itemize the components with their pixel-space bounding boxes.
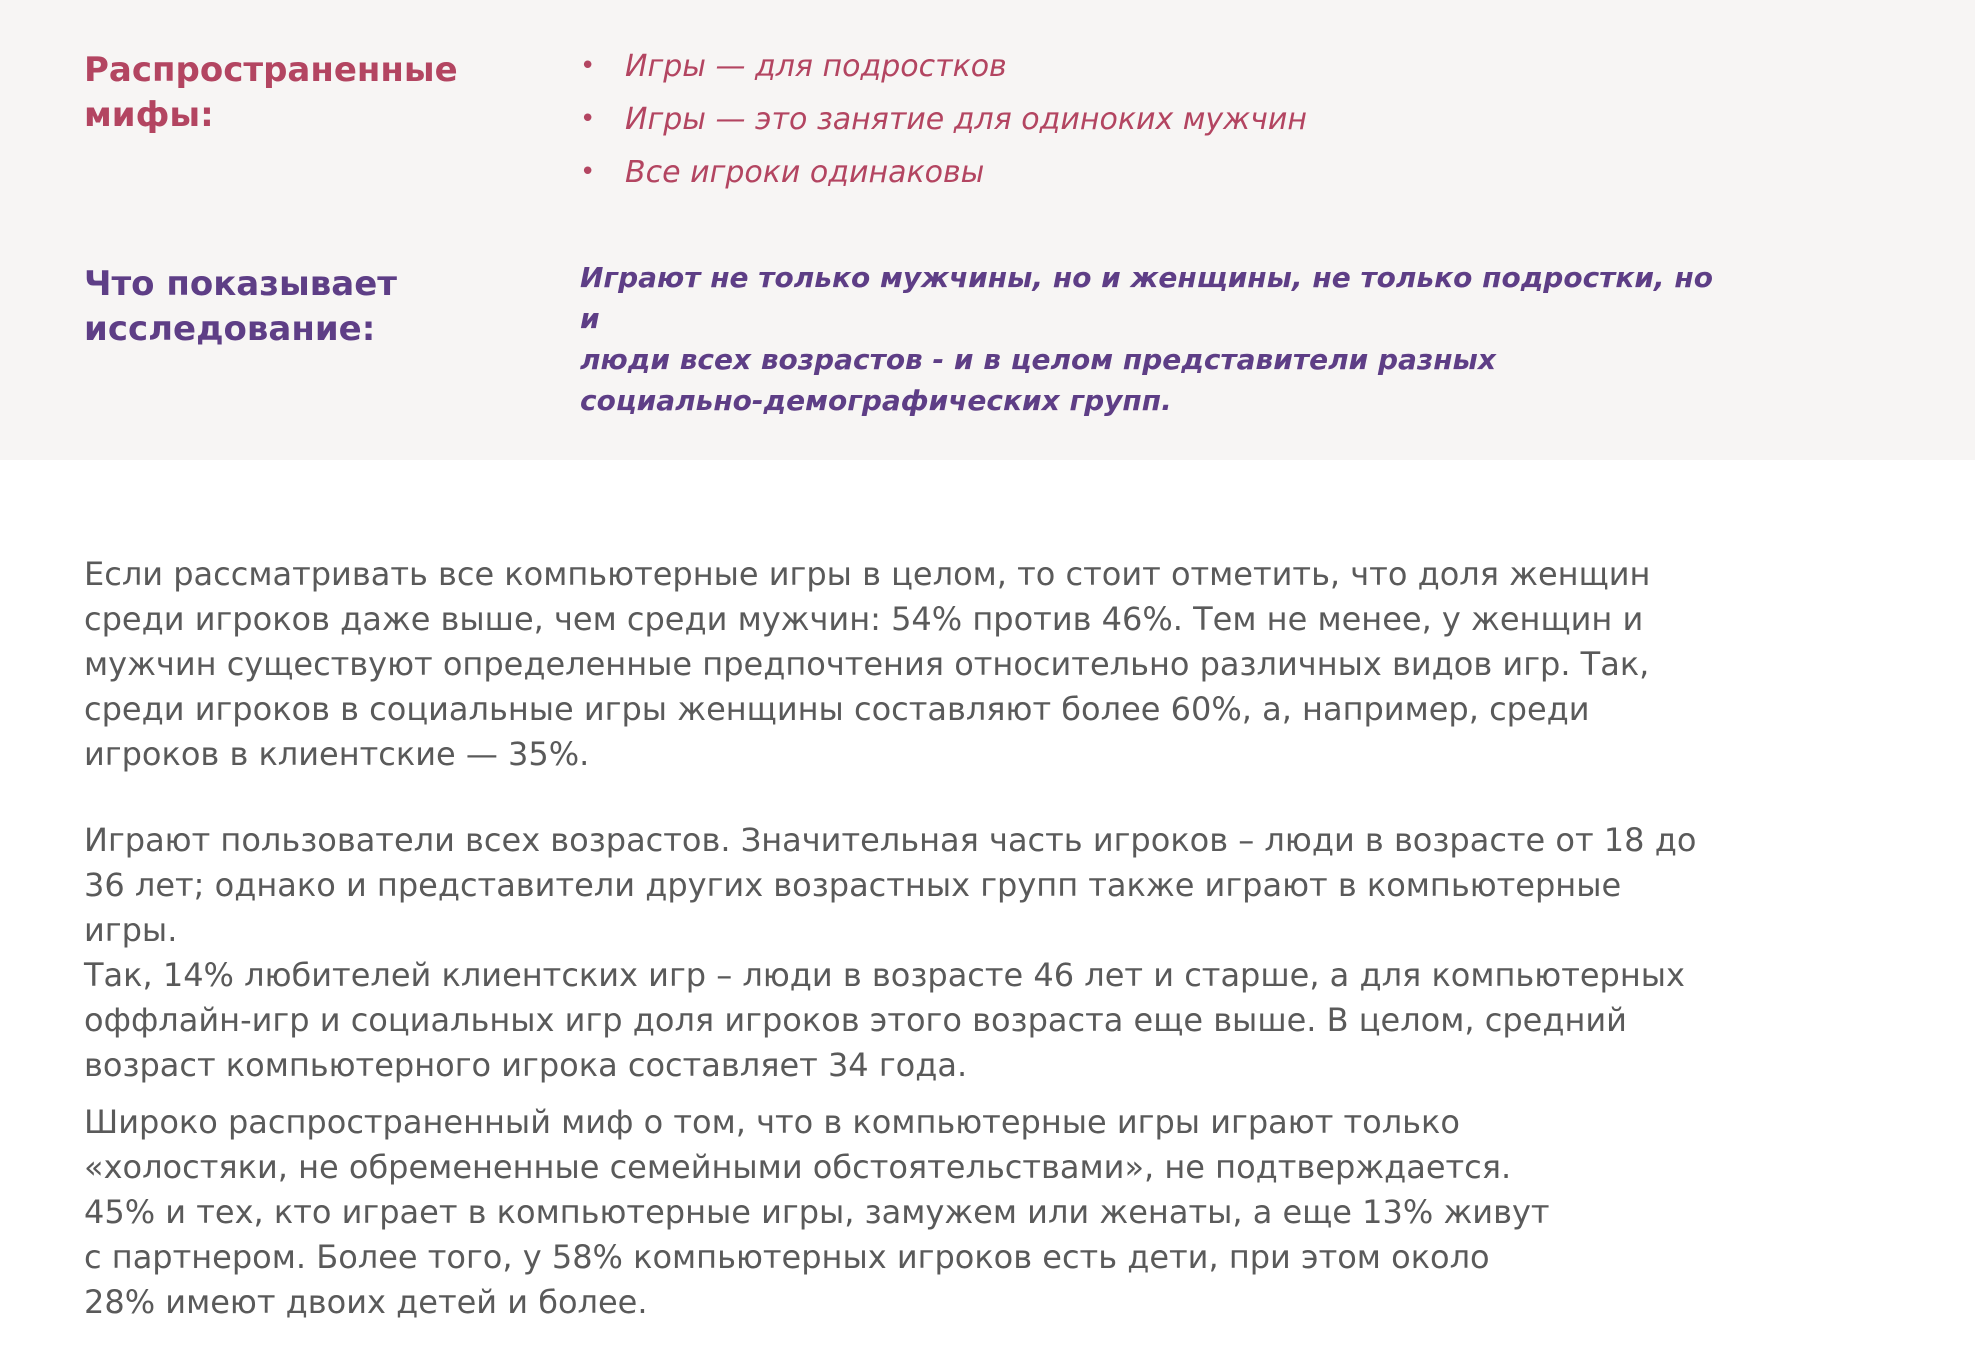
paragraph-line: 36 лет; однако и представители других возрастных групп также играют в компьютерные игры. bbox=[84, 866, 1622, 949]
myth-item bbox=[580, 146, 1307, 199]
paragraph-line: 28% имеют двоих детей и более. bbox=[84, 1283, 648, 1321]
research-line: социально-демографических групп. bbox=[580, 384, 1172, 417]
paragraph-line: Если рассматривать все компьютерные игры в целом, то стоит отметить, что доля женщин bbox=[84, 555, 1651, 593]
research-line: Играют не только мужчины, но и женщины, не только подростки, но и bbox=[580, 261, 1714, 335]
myth-item bbox=[580, 40, 1307, 93]
paragraph-line: 45% и тех, кто играет в компьютерные игры, замужем или женаты, а еще 13% живут bbox=[84, 1193, 1550, 1231]
bullet-icon: • bbox=[580, 104, 596, 134]
bullet-icon: • bbox=[580, 51, 596, 81]
myths-heading-line1: Распространенные bbox=[84, 50, 458, 90]
myth-item bbox=[580, 93, 1307, 146]
paragraph-line: Играют пользователи всех возрастов. Значительная часть игроков – люди в возрасте от 18 до bbox=[84, 821, 1697, 859]
myths-list bbox=[580, 40, 1307, 199]
bullet-icon: • bbox=[580, 157, 596, 187]
research-heading-line1: Что показывает bbox=[84, 264, 397, 304]
paragraph-line: среди игроков в социальные игры женщины составляют более 60%, а, например, среди bbox=[84, 690, 1590, 728]
research-heading bbox=[84, 262, 504, 352]
paragraph-line: возраст компьютерного игрока составляет 34 года. bbox=[84, 1046, 968, 1084]
paragraph-line: с партнером. Более того, у 58% компьютерных игроков есть дети, при этом около bbox=[84, 1238, 1490, 1276]
family-paragraph bbox=[84, 1100, 1724, 1325]
research-summary bbox=[580, 257, 1730, 421]
myth-text: Игры — это занятие для одиноких мужчин bbox=[625, 102, 1308, 137]
paragraph-line: игроков в клиентские — 35%. bbox=[84, 735, 590, 773]
research-heading-line2: исследование: bbox=[84, 309, 376, 349]
myth-text: Игры — для подростков bbox=[625, 49, 1007, 84]
paragraph-line: Широко распространенный миф о том, что в компьютерные игры играют только bbox=[84, 1103, 1460, 1141]
myths-heading bbox=[84, 48, 504, 138]
paragraph-line: оффлайн-игр и социальных игр доля игроков этого возраста еще выше. В целом, средний bbox=[84, 1001, 1627, 1039]
gender-paragraph bbox=[84, 552, 1724, 777]
research-line: люди всех возрастов - и в целом представители разных bbox=[580, 343, 1496, 376]
paragraph-line: мужчин существуют определенные предпочтения относительно различных видов игр. Так, bbox=[84, 645, 1650, 683]
summary-panel bbox=[0, 0, 1975, 460]
paragraph-line: «холостяки, не обремененные семейными обстоятельствами», не подтверждается. bbox=[84, 1148, 1512, 1186]
myths-heading-line2: мифы: bbox=[84, 95, 214, 135]
paragraph-line: среди игроков даже выше, чем среди мужчин: 54% против 46%. Тем не менее, у женщин и bbox=[84, 600, 1644, 638]
age-paragraph bbox=[84, 818, 1724, 1088]
paragraph-line: Так, 14% любителей клиентских игр – люди в возрасте 46 лет и старше, а для компьютерных bbox=[84, 956, 1685, 994]
myth-text: Все игроки одинаковы bbox=[625, 155, 985, 190]
